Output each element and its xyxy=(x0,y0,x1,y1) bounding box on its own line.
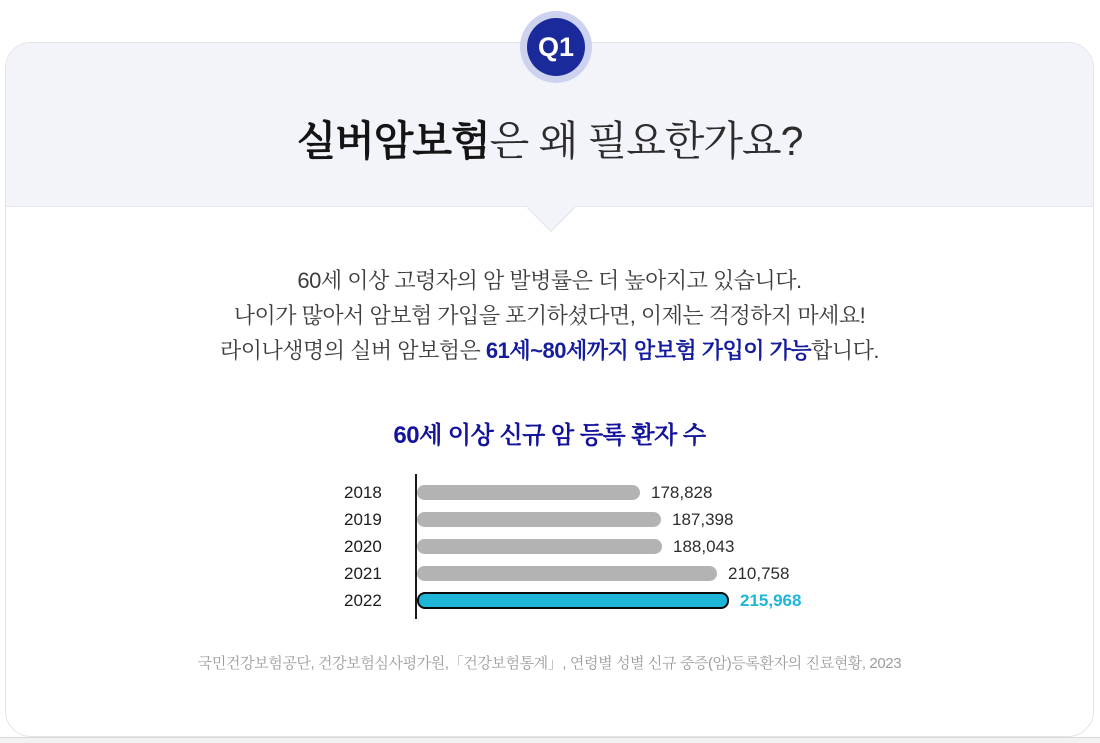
value-label: 187,398 xyxy=(672,509,734,529)
year-label: 2022 xyxy=(344,590,382,610)
chart-row xyxy=(344,533,1093,560)
bar-area xyxy=(417,537,734,557)
q1-badge xyxy=(520,11,592,83)
value-label: 188,043 xyxy=(673,536,735,556)
value-label: 210,758 xyxy=(728,563,790,583)
bar xyxy=(417,512,661,527)
chart-row xyxy=(344,479,1093,506)
bar-area xyxy=(417,483,712,503)
year-label: 2018 xyxy=(344,482,382,502)
intro-line3-highlight: 61세~80세까지 암보험 가입이 가능 xyxy=(485,338,812,363)
source-citation: 국민건강보험공단, 건강보험심사평가원,「건강보험통계」, 연령별 성별 신규 중증(암)등록환자의 진료현황, 2023 xyxy=(197,655,902,672)
chart-rows xyxy=(344,479,1093,614)
intro-paragraph xyxy=(6,263,1093,368)
year-label: 2020 xyxy=(344,536,382,556)
year-label: 2021 xyxy=(344,563,382,583)
chart-row xyxy=(344,506,1093,533)
bar-highlight xyxy=(417,592,729,609)
qa-card xyxy=(5,31,1094,737)
chart-row xyxy=(344,560,1093,587)
value-label: 178,828 xyxy=(651,482,713,502)
value-label: 215,968 xyxy=(740,590,802,610)
page-bottom-strip xyxy=(0,737,1100,743)
page-title xyxy=(6,117,1093,165)
bar-chart xyxy=(344,479,1093,614)
title-rest: 은 왜 필요한가요? xyxy=(489,118,803,164)
card-body xyxy=(6,263,1093,675)
bar-area xyxy=(417,564,789,584)
intro-line3-suffix: 합니다. xyxy=(811,338,879,363)
q1-badge-circle xyxy=(527,18,585,76)
intro-line1: 60세 이상 고령자의 암 발병률은 더 높아지고 있습니다. xyxy=(297,268,802,293)
chart-title: 60세 이상 신규 암 등록 환자 수 xyxy=(393,422,706,449)
chart-axis xyxy=(415,474,417,619)
year-label: 2019 xyxy=(344,509,382,529)
intro-line3-prefix: 라이나생명의 실버 암보험은 xyxy=(220,338,486,363)
bar xyxy=(417,566,717,581)
bar xyxy=(417,485,640,500)
bar-area xyxy=(417,510,733,530)
title-emphasis: 실버암보험 xyxy=(296,118,490,164)
chart-row xyxy=(344,587,1093,614)
bar-area xyxy=(417,591,801,611)
bar xyxy=(417,539,662,554)
intro-line2: 나이가 많아서 암보험 가입을 포기하셨다면, 이제는 걱정하지 마세요! xyxy=(233,303,866,328)
q1-badge-label: Q1 xyxy=(537,31,575,62)
